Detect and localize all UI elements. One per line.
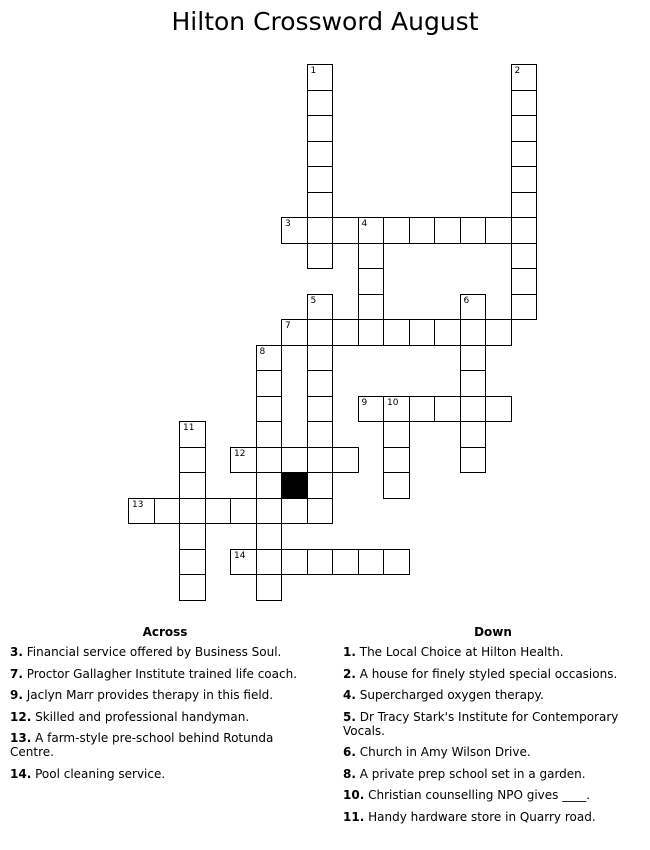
grid-cell[interactable]: [154, 498, 181, 525]
grid-cell[interactable]: [307, 370, 334, 397]
grid-cell[interactable]: [434, 319, 461, 346]
clue-text: Church in Amy Wilson Drive.: [359, 745, 531, 759]
grid-cell[interactable]: [307, 141, 334, 168]
clue-number: 6.: [343, 745, 356, 759]
grid-cell[interactable]: [460, 396, 487, 423]
clue-text: Jaclyn Marr provides therapy in this field.: [26, 688, 274, 702]
grid-cell[interactable]: [485, 319, 512, 346]
clue-number: 14.: [10, 766, 32, 781]
grid-cell[interactable]: [281, 549, 308, 576]
grid-cell[interactable]: [409, 319, 436, 346]
grid-cell[interactable]: [383, 447, 410, 474]
grid-cell[interactable]: [511, 268, 538, 295]
clue-number: 1.: [343, 645, 356, 659]
down-clue: [343, 667, 643, 681]
down-clue: [343, 688, 643, 702]
grid-cell[interactable]: [281, 498, 308, 525]
grid-cell[interactable]: [434, 217, 461, 244]
grid-cell[interactable]: [256, 574, 283, 601]
grid-cell[interactable]: [307, 472, 334, 499]
clue-number: 10.: [343, 788, 365, 802]
grid-cell[interactable]: [179, 574, 206, 601]
across-heading: Across: [142, 625, 188, 639]
grid-cell[interactable]: [256, 396, 283, 423]
clue-number: 11.: [343, 809, 365, 824]
grid-cell[interactable]: [460, 319, 487, 346]
grid-cell[interactable]: [409, 396, 436, 423]
down-clues: [343, 625, 643, 831]
grid-cell[interactable]: [358, 217, 385, 244]
clue-text: Financial service offered by Business Soul.: [26, 645, 282, 659]
down-clue: [343, 745, 643, 759]
clue-number-label: 2: [514, 66, 521, 76]
grid-cell[interactable]: [179, 421, 206, 448]
grid-cell[interactable]: [179, 549, 206, 576]
across-clue: [10, 667, 320, 681]
grid-cell[interactable]: [307, 166, 334, 193]
grid-cell[interactable]: [256, 472, 283, 499]
across-clue: [10, 710, 320, 724]
clue-number-label: 14: [234, 550, 246, 561]
clue-number: 9.: [10, 688, 23, 702]
down-clue: [343, 788, 643, 802]
clue-number-label: 9: [361, 397, 368, 408]
clue-number-label: 3: [285, 219, 291, 229]
grid-cell[interactable]: [383, 396, 410, 423]
grid-cell[interactable]: [307, 447, 334, 474]
clue-number: 5.: [343, 709, 356, 724]
down-clue: [343, 810, 643, 824]
clue-number-label: 7: [285, 321, 291, 331]
grid-cell[interactable]: [358, 396, 385, 423]
grid-cell[interactable]: [256, 447, 283, 474]
grid-cell[interactable]: [307, 192, 334, 219]
grid-cell[interactable]: [307, 319, 334, 346]
grid-cell[interactable]: [358, 268, 385, 295]
clue-text: Pool cleaning service.: [35, 766, 166, 781]
grid-cell[interactable]: [307, 421, 334, 448]
grid-cell[interactable]: [383, 217, 410, 244]
clue-number-label: 4: [361, 219, 368, 229]
clue-number-label: 13: [132, 499, 144, 510]
grid-cell[interactable]: [179, 472, 206, 499]
black-cell: [281, 472, 308, 499]
grid-cell[interactable]: [332, 447, 359, 474]
grid-cell[interactable]: [307, 90, 334, 117]
grid-cell[interactable]: [256, 523, 283, 550]
down-heading: Down: [474, 625, 512, 639]
grid-cell[interactable]: [460, 217, 487, 244]
grid-cell[interactable]: [511, 217, 538, 244]
grid-cell[interactable]: [511, 294, 538, 321]
grid-cell[interactable]: [307, 396, 334, 423]
clue-number-label: 1: [310, 66, 317, 76]
clue-number: 3.: [10, 645, 23, 659]
clue-text: Christian counselling NPO gives ____.: [368, 788, 591, 802]
down-clue: [343, 645, 643, 659]
clue-number-label: 11: [183, 423, 195, 433]
grid-cell[interactable]: [307, 64, 334, 91]
grid-cell[interactable]: [460, 370, 487, 397]
grid-cell[interactable]: [307, 345, 334, 372]
clue-text: A farm-style pre-school behind Rotunda Centre.: [10, 731, 274, 759]
grid-cell[interactable]: [358, 549, 385, 576]
clue-text: A private prep school set in a garden.: [359, 766, 586, 781]
clue-number-label: 8: [259, 346, 266, 357]
across-clue: [10, 767, 320, 781]
grid-cell[interactable]: [358, 294, 385, 321]
grid-cell[interactable]: [383, 549, 410, 576]
clue-number: 4.: [343, 688, 356, 702]
grid-cell[interactable]: [307, 498, 334, 525]
grid-cell[interactable]: [307, 243, 334, 270]
clue-text: Supercharged oxygen therapy.: [359, 688, 544, 702]
grid-cell[interactable]: [128, 498, 155, 525]
down-clue: [343, 767, 643, 781]
grid-cell[interactable]: [511, 64, 538, 91]
clue-text: Dr Tracy Stark's Institute for Contemporary Vocals.: [343, 709, 619, 738]
down-clue-list: [343, 645, 643, 824]
grid-cell[interactable]: [332, 217, 359, 244]
grid-cell[interactable]: [307, 549, 334, 576]
grid-cell[interactable]: [485, 396, 512, 423]
grid-cell[interactable]: [460, 421, 487, 448]
grid-cell[interactable]: [460, 447, 487, 474]
clue-number-label: 10: [387, 397, 399, 408]
across-clue: [10, 731, 320, 759]
grid-cell[interactable]: [230, 549, 257, 576]
grid-cell[interactable]: [256, 370, 283, 397]
across-clues: [10, 625, 320, 788]
grid-cell[interactable]: [332, 319, 359, 346]
clue-number: 2.: [343, 666, 356, 681]
grid-cell[interactable]: [179, 523, 206, 550]
clue-text: A house for finely styled special occasions.: [359, 666, 618, 681]
grid-cell[interactable]: [179, 447, 206, 474]
across-clue: [10, 688, 320, 702]
clue-text: Proctor Gallagher Institute trained life coach.: [26, 666, 298, 681]
grid-cell[interactable]: [511, 90, 538, 117]
clue-number-label: 5: [310, 295, 317, 306]
grid-cell[interactable]: [281, 319, 308, 346]
grid-cell[interactable]: [179, 498, 206, 525]
grid-cell[interactable]: [383, 319, 410, 346]
across-clue-list: [10, 645, 320, 781]
grid-cell[interactable]: [205, 498, 232, 525]
grid-cell[interactable]: [256, 498, 283, 525]
grid-cell[interactable]: [409, 217, 436, 244]
grid-cell[interactable]: [485, 217, 512, 244]
grid-cell[interactable]: [434, 396, 461, 423]
clue-number: 8.: [343, 766, 356, 781]
grid-cell[interactable]: [358, 243, 385, 270]
grid-cell[interactable]: [307, 217, 334, 244]
clue-number: 7.: [10, 666, 23, 681]
grid-cell[interactable]: [383, 421, 410, 448]
across-clue: [10, 645, 320, 659]
down-clue: [343, 710, 643, 738]
grid-cell[interactable]: [307, 115, 334, 142]
grid-cell[interactable]: [511, 166, 538, 193]
grid-cell[interactable]: [332, 549, 359, 576]
grid-cell[interactable]: [511, 192, 538, 219]
clue-number-label: 6: [463, 295, 470, 306]
clue-text: Handy hardware store in Quarry road.: [368, 809, 596, 824]
grid-cell[interactable]: [230, 447, 257, 474]
grid-cell[interactable]: [281, 217, 308, 244]
grid-cell[interactable]: [358, 319, 385, 346]
clue-text: Skilled and professional handyman.: [35, 709, 250, 724]
grid-cell[interactable]: [307, 294, 334, 321]
clue-number: 12.: [10, 709, 32, 724]
grid-cell[interactable]: [256, 345, 283, 372]
clue-number: 13.: [10, 731, 32, 745]
grid-cell[interactable]: [281, 447, 308, 474]
grid-cell[interactable]: [460, 345, 487, 372]
clue-number-label: 12: [234, 448, 246, 459]
grid-cell[interactable]: [256, 421, 283, 448]
page-title: Hilton Crossword August: [171, 7, 479, 36]
grid-cell[interactable]: [383, 472, 410, 499]
grid-cell[interactable]: [460, 294, 487, 321]
clue-text: The Local Choice at Hilton Health.: [359, 645, 564, 659]
grid-cell[interactable]: [230, 498, 257, 525]
grid-cell[interactable]: [256, 549, 283, 576]
grid-cell[interactable]: [511, 243, 538, 270]
grid-cell[interactable]: [511, 115, 538, 142]
grid-cell[interactable]: [511, 141, 538, 168]
